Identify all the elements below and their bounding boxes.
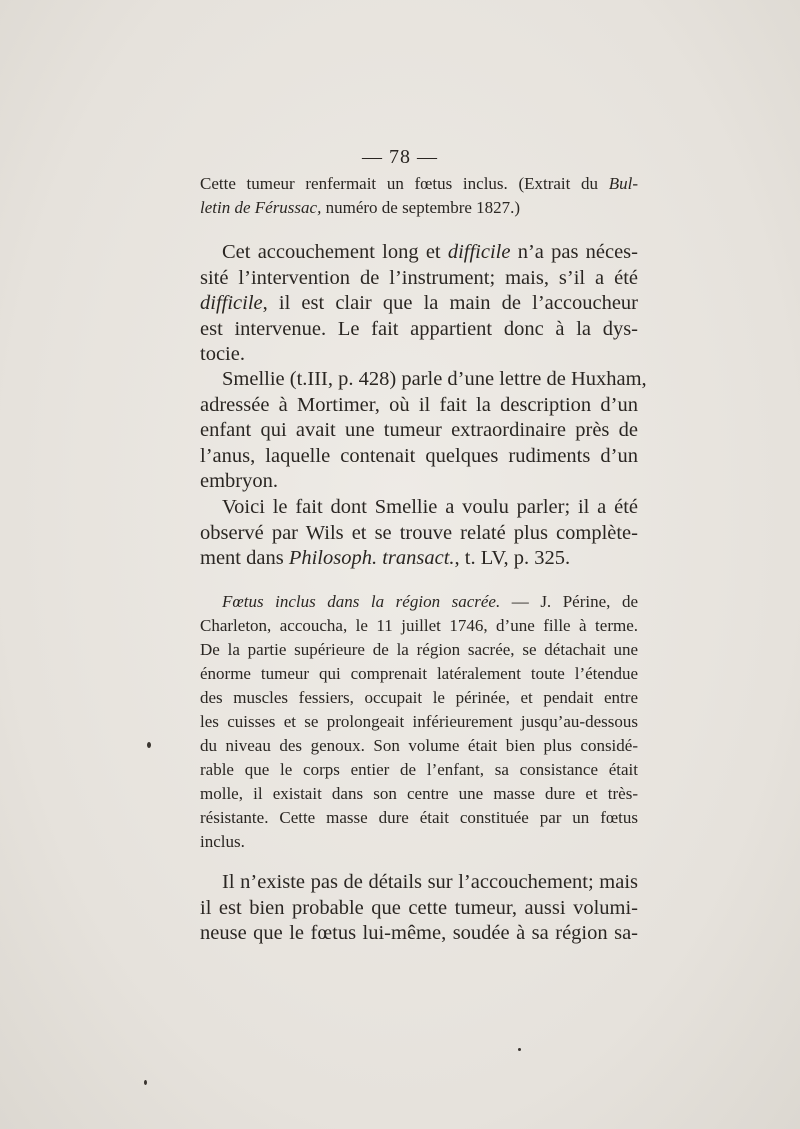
case-line-10: résistante. Cette masse dure était constituée par un fœtus — [200, 808, 638, 827]
p1-line-4: est intervenue. Le fait appartient donc à la dys- — [200, 317, 638, 340]
case-line-9: molle, il existait dans son centre une masse dure et très- — [200, 784, 638, 803]
p2-line-3: enfant qui avait une tumeur extraordinaire près de — [200, 419, 638, 441]
paper-speck — [144, 1080, 147, 1085]
p1-line-3: difficile, il est clair que la main de l’accoucheur — [200, 292, 638, 314]
p1-line-1: Cet accouchement long et difficile n’a pas néces- — [222, 241, 638, 263]
p3-line-2: observé par Wils et se trouve relaté plus complète- — [200, 521, 638, 544]
p3-line-1: Voici le fait dont Smellie a voulu parler; il a été — [222, 496, 638, 518]
intro-line-1: Cette tumeur renfermait un fœtus inclus. (Extrait du Bul- — [200, 174, 638, 193]
p2-line-1: Smellie (t.III, p. 428) parle d’une lettre de Huxham, — [222, 368, 647, 390]
case-line-7: du niveau des genoux. Son volume était bien plus considé- — [200, 736, 638, 755]
paragraph-3 — [200, 495, 638, 572]
p4-line-1: Il n’existe pas de détails sur l’accouchement; mais — [222, 871, 638, 893]
case-line-6: les cuisses et se prolongeait inférieurement jusqu’au-dessous — [200, 712, 638, 731]
p1-line-5: tocie. — [200, 343, 245, 365]
paragraph-1 — [200, 240, 638, 368]
intro-line-2: letin de Férussac, numéro de septembre 1827.) — [200, 198, 521, 217]
paper-speck — [147, 742, 151, 748]
case-line-4: énorme tumeur qui comprenait latéralement toute l’étendue — [200, 664, 638, 683]
paragraph-4 — [200, 870, 638, 947]
case-report — [200, 590, 638, 854]
case-line-2: Charleton, accoucha, le 11 juillet 1746, d’une fille à terme. — [200, 616, 638, 635]
p3-line-3: ment dans Philosoph. transact., t. LV, p. 325. — [200, 547, 571, 569]
paragraph-2 — [200, 367, 647, 495]
p4-line-2: il est bien probable que cette tumeur, aussi volumi- — [200, 896, 638, 919]
p2-line-2: adressée à Mortimer, où il fait la description d’un — [200, 393, 638, 416]
p4-line-3: neuse que le fœtus lui-même, soudée à sa région sa- — [200, 922, 638, 944]
intro-note — [200, 172, 638, 220]
p2-line-5: embryon. — [200, 470, 278, 492]
p2-line-4: l’anus, laquelle contenait quelques rudiments d’un — [200, 444, 638, 467]
case-line-11: inclus. — [200, 832, 245, 851]
case-line-3: De la partie supérieure de la région sacrée, se détachait une — [200, 640, 638, 659]
paper-speck — [518, 1048, 521, 1051]
case-line-8: rable que le corps entier de l’enfant, sa consistance était — [200, 760, 638, 779]
case-line-1: Fœtus inclus dans la région sacrée. — J. Périne, de — [222, 592, 638, 611]
case-line-5: des muscles fessiers, occupait le périnée, et pendait entre — [200, 688, 638, 707]
page-number: — 78 — — [362, 146, 438, 168]
p1-line-2: sité l’intervention de l’instrument; mais, s’il a été — [200, 266, 638, 289]
